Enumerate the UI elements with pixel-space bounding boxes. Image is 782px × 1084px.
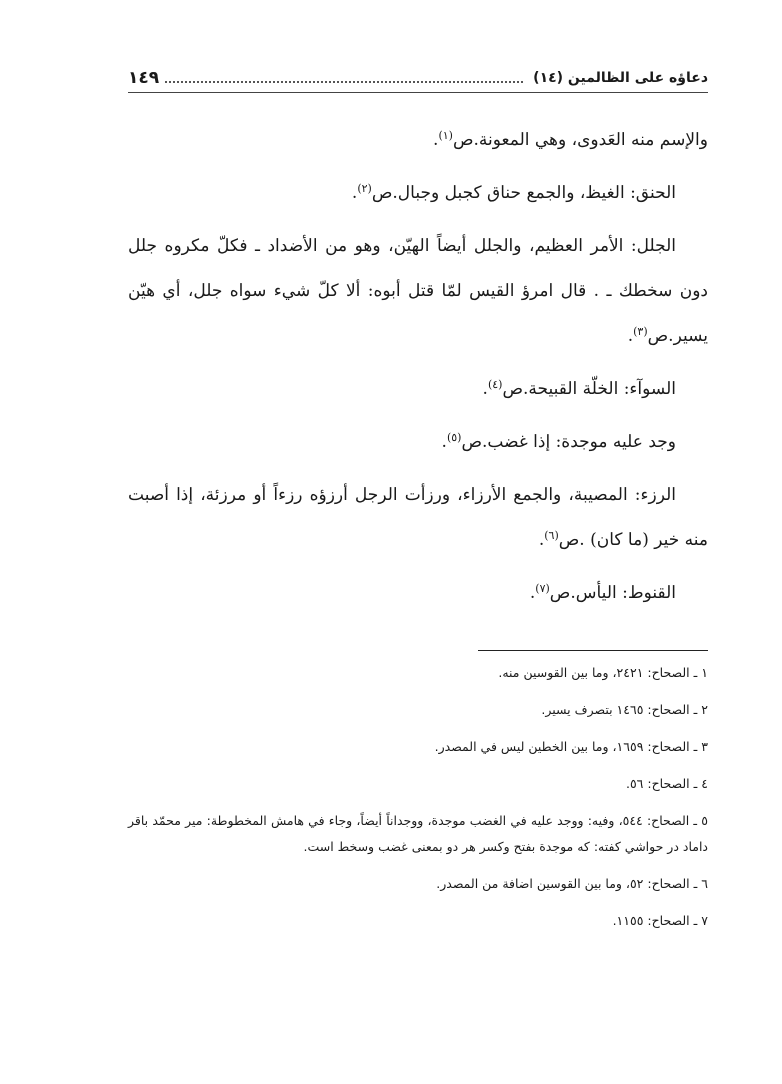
footnote-reference: (٥) — [446, 431, 462, 444]
paragraph: الحنق: الغيظ، والجمع حناق كجبل وجبال.ص$^{(٢)}$. — [351, 182, 676, 203]
footnote: ٣ ـ الصحاح: ١٦٥٩، وما بين الخطين ليس في المصدر. — [434, 739, 708, 754]
running-header — [128, 64, 708, 93]
footnote-reference: (٤) — [487, 378, 503, 391]
footnote-reference: (٦) — [544, 529, 559, 542]
paragraph: الجلل: الأمر العظيم، والجلل أيضاً الهيّن، وهو من الأضداد ـ فكلّ مكروه جلل دون سخطك ـ . قال امرؤ القيس لمّا قتل أبوه: ألا كلّ شيء سواه جلل، أي هيّن يسير.ص$^{(٣)}$. — [128, 236, 708, 346]
footnote-reference: (٢) — [357, 182, 372, 195]
footnote: ٢ ـ الصحاح: ١٤٦٥ بتصرف يسير. — [541, 702, 708, 717]
main-text — [128, 118, 708, 624]
footnote: ١ ـ الصحاح: ٢٤٢١، وما بين القوسين منه. — [498, 665, 708, 680]
footnote-reference: (١) — [438, 129, 453, 142]
footnote: ٥ ـ الصحاح: ٥٤٤، وفيه: ووجد عليه في الغضب موجدة، ووجداناً أيضاً، وجاء في هامش المخطوطة: مير محمّد باقر داماد در حواشي كفته: كه موجدة بفتح وكسر هر دو بمعنى غضب وسخط است. — [128, 813, 708, 854]
footnote: ٤ ـ الصحاح: ٥٦. — [625, 776, 708, 791]
paragraph: الرزء: المصيبة، والجمع الأرزاء، ورزأت الرجل أرزؤه رزءاً أو مرزئة، إذا أصبت منه خير (ما كان) .ص$^{(٦)}$. — [128, 485, 708, 550]
footnote-reference: (٧) — [535, 582, 550, 595]
paragraph: السوآء: الخلّة القبيحة.ص$^{(٤)}$. — [482, 378, 676, 399]
footnote-divider — [478, 650, 708, 651]
running-title: دعاؤه على الظالمين (١٤) — [533, 70, 708, 86]
footnote-reference: (٣) — [633, 325, 648, 338]
leader-dots — [165, 81, 523, 83]
footnote: ٧ ـ الصحاح: ١١٥٥. — [612, 913, 708, 928]
paragraph: والإسم منه العَدوى، وهي المعونة.ص$^{(١)}$. — [433, 129, 708, 150]
page-number: ١٤٩ — [128, 68, 160, 88]
paragraph: وجد عليه موجدة: إذا غضب.ص$^{(٥)}$. — [441, 431, 676, 452]
paragraph: القنوط: اليأس.ص$^{(٧)}$. — [529, 582, 676, 603]
footnotes — [128, 660, 708, 945]
footnote: ٦ ـ الصحاح: ٥٢، وما بين القوسين اضافة من المصدر. — [436, 876, 708, 891]
